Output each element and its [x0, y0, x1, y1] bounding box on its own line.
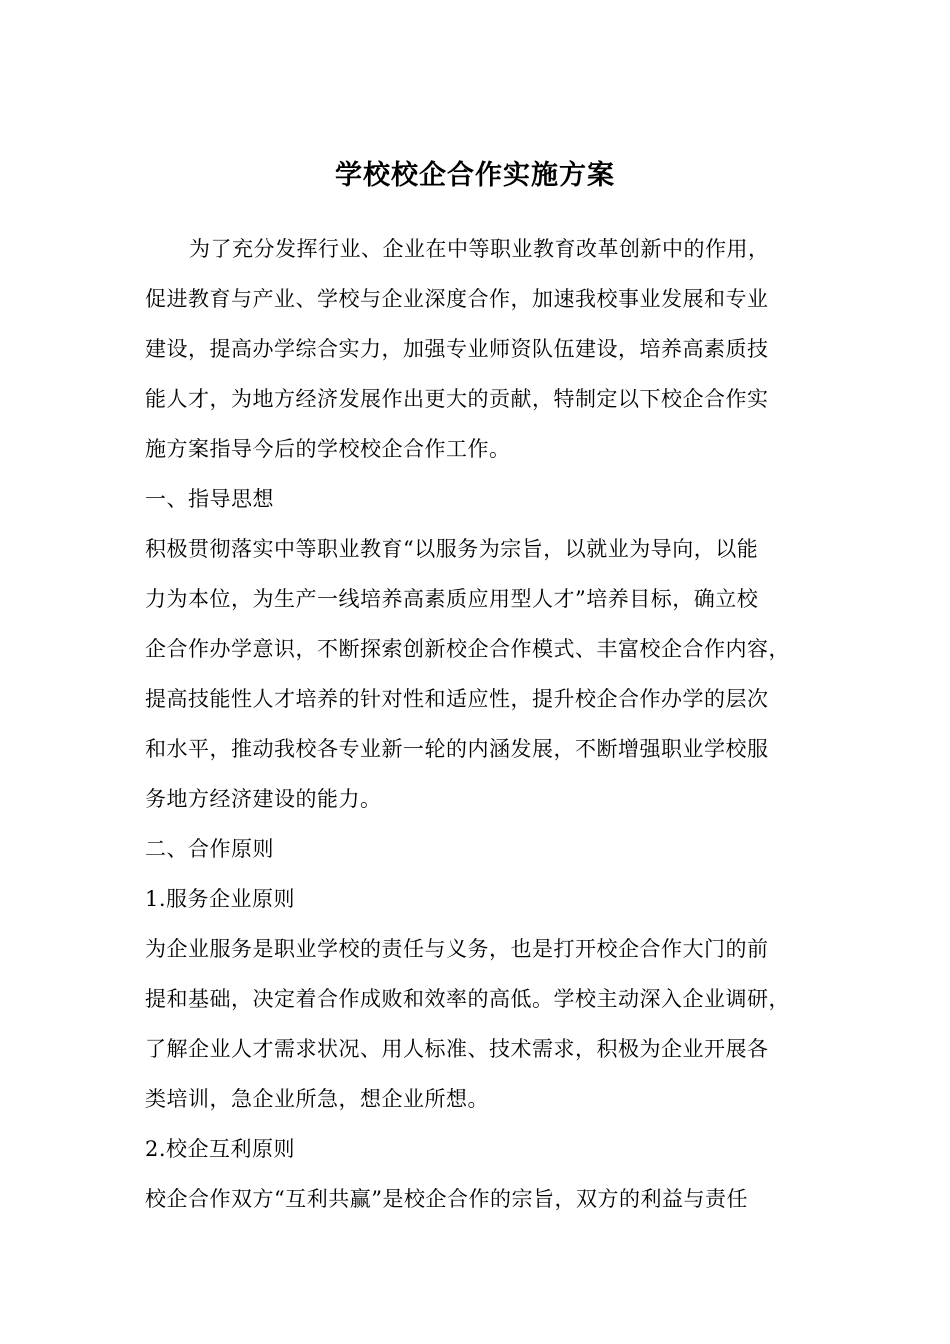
guiding-ideology-line: 积极贯彻落实中等职业教育“以服务为宗旨，以就业为导向，以能 — [145, 537, 759, 561]
intro-line: 建设，提高办学综合实力，加强专业师资队伍建设，培养高素质技 — [145, 337, 769, 361]
intro-line: 为了充分发挥行业、企业在中等职业教育改革创新中的作用， — [189, 237, 770, 261]
principle-heading-serve-enterprise: 1.服务企业原则 — [145, 887, 296, 911]
intro-line: 施方案指导今后的学校校企合作工作。 — [145, 437, 511, 461]
principle-heading-mutual-benefit: 2.校企互利原则 — [145, 1137, 296, 1161]
document-body — [145, 224, 825, 1224]
intro-line: 能人才，为地方经济发展作出更大的贡献，特制定以下校企合作实 — [145, 387, 769, 411]
guiding-ideology-line: 提高技能性人才培养的针对性和适应性，提升校企合作办学的层次 — [145, 687, 769, 711]
section-heading-cooperation-principles: 二、合作原则 — [145, 837, 274, 861]
guiding-ideology-line: 和水平，推动我校各专业新一轮的内涵发展，不断增强职业学校服 — [145, 737, 769, 761]
serve-enterprise-paragraph — [145, 924, 825, 1124]
guiding-ideology-paragraph — [145, 524, 825, 824]
document-title: 学校校企合作实施方案 — [335, 160, 615, 191]
mutual-benefit-paragraph — [145, 1174, 825, 1224]
guiding-ideology-line: 力为本位，为生产一线培养高素质应用型人才”培养目标，确立校 — [145, 587, 759, 611]
serve-enterprise-line: 了解企业人才需求状况、用人标准、技术需求，积极为企业开展各 — [145, 1037, 769, 1061]
guiding-ideology-line: 企合作办学意识，不断探索创新校企合作模式、丰富校企合作内容， — [145, 637, 790, 661]
serve-enterprise-line: 为企业服务是职业学校的责任与义务，也是打开校企合作大门的前 — [145, 937, 769, 961]
intro-line: 促进教育与产业、学校与企业深度合作，加速我校事业发展和专业 — [145, 287, 769, 311]
serve-enterprise-line: 类培训，急企业所急，想企业所想。 — [145, 1087, 489, 1111]
intro-paragraph — [145, 224, 825, 474]
guiding-ideology-line: 务地方经济建设的能力。 — [145, 787, 382, 811]
section-heading-guiding-ideology: 一、指导思想 — [145, 487, 274, 511]
serve-enterprise-line: 提和基础，决定着合作成败和效率的高低。学校主动深入企业调研， — [145, 987, 790, 1011]
mutual-benefit-line: 校企合作双方“互利共赢”是校企合作的宗旨，双方的利益与责任 — [145, 1187, 748, 1211]
